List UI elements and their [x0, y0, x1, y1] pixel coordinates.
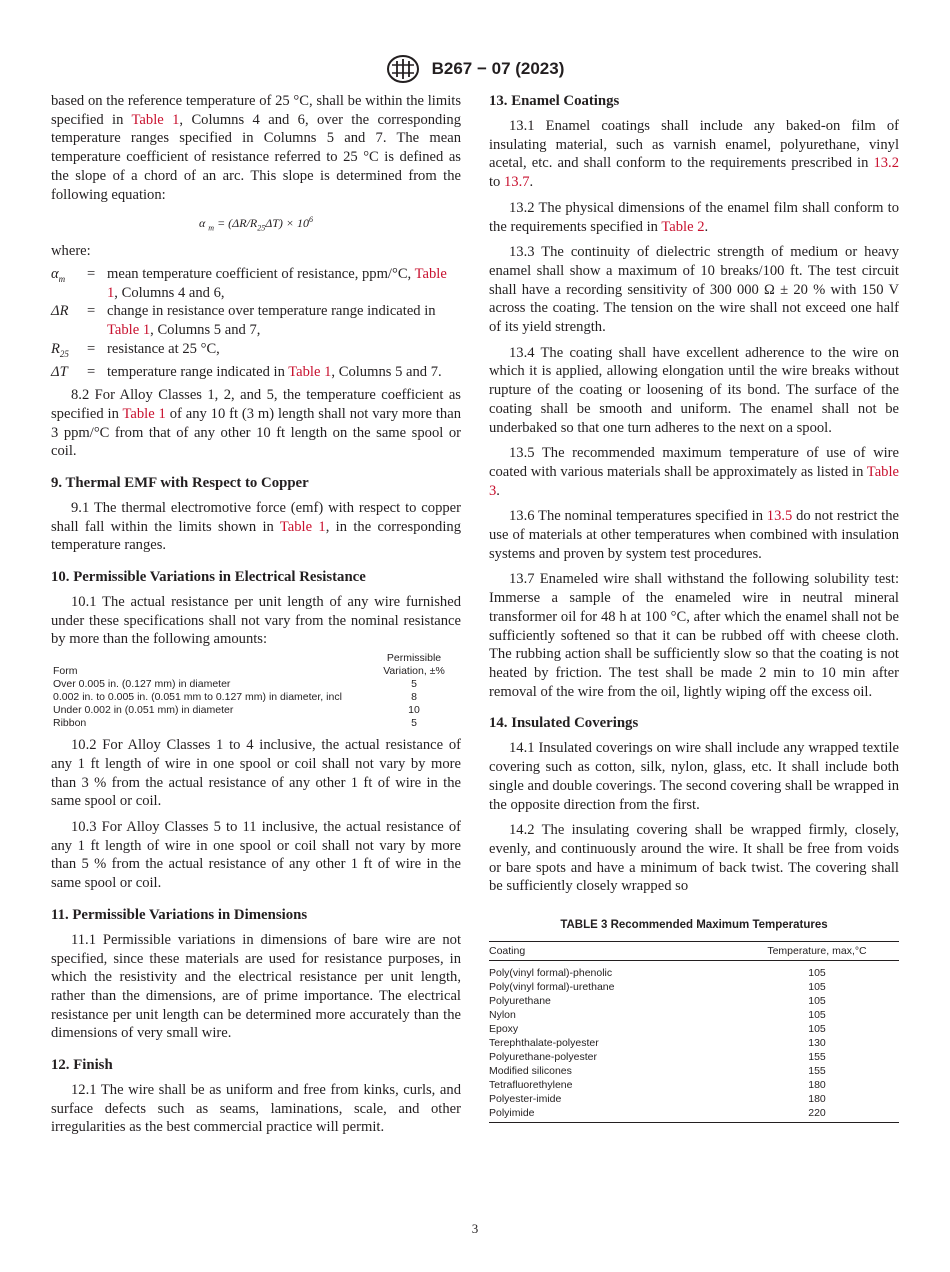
table-header: Form: [53, 665, 78, 678]
section-12-heading: 12. Finish: [51, 1057, 113, 1074]
paragraph-9-1: 9.1 The thermal electromotive force (emf) with respect to copper shall fall within the limits shown in Table 1, in the corresponding temperature ranges.: [51, 499, 461, 554]
table-header: Permissible Variation, ±%: [383, 652, 445, 678]
table-row: Polyimide 220: [489, 1106, 899, 1123]
paragraph-11-1: 11.1 Permissible variations in dimensions of bare wire are not specified, since these materials are used for resistance purposes, in which the resistivity and the electrical resistance per unit length, rather than the dimensions, are of prime importance. The electrical resistance per unit length can be determined more accurately than the dimensions of very small wire.: [51, 931, 461, 1042]
paragraph-10-3: 10.3 For Alloy Classes 5 to 11 inclusive, the actual resistance of any 1 ft length of wire in one spool or coil shall not vary by more than 5 % from the actual resistance of any other 1 ft of wire in the same spool or coil.: [51, 818, 461, 892]
astm-logo-icon: [386, 54, 420, 84]
section-10-heading: 10. Permissible Variations in Electrical Resistance: [51, 569, 366, 586]
section-14-heading: 14. Insulated Coverings: [489, 715, 639, 732]
page-header: [0, 54, 950, 84]
paragraph-13-7: 13.7 Enameled wire shall withstand the following solubility test: Immerse a sample of the enameled wire in neutral mineral transformer oil for 48 h at 100 °C, after which the enamel shall not be sufficiently softened so that it can be rubbed off with cheese cloth. The rubbing action shall be sufficiently slow so that the coating is not heated by friction. The test shall be made 2 min to 10 min after removal of the wire from the oil, lightly wiping off the excess oil.: [489, 571, 899, 700]
table1-link[interactable]: Table 1: [288, 364, 332, 381]
paragraph-13-3: 13.3 The continuity of dielectric strength of medium or heavy enamel shall show a maximum of 10 breaks/100 ft. The test circuit shall have a recording sensitivity of 300 000 Ω ± 20 % with 150 V across the coating. The tension on the wire shall not exceed one half of its yield strength.: [489, 244, 899, 336]
paragraph-13-5: 13.5 The recommended maximum temperature of use of wire coated with various materials shall be approximately as listed in Table 3.: [489, 445, 899, 499]
table3-link[interactable]: Table 3: [489, 463, 899, 499]
table1-link[interactable]: Table 1: [107, 322, 151, 339]
table-row: Tetrafluorethylene 180: [489, 1078, 826, 1091]
section-13-5-link[interactable]: 13.5: [766, 508, 793, 525]
definition-row: $\alpha_m$ = mean temperature coefficient of resistance, ppm/°C, Table 1, Columns 4 and 6,: [51, 266, 447, 301]
page-number: 3: [471, 1221, 479, 1236]
table-row: Polyurethane-polyester 155: [489, 1050, 826, 1063]
table-row: Ribbon 5: [53, 717, 417, 730]
table1-link[interactable]: Table 1: [107, 266, 447, 301]
section-13-7-link[interactable]: 13.7: [504, 174, 530, 191]
paragraph-13-2: 13.2 The physical dimensions of the enamel film shall conform to the requirements specified in Table 2.: [489, 199, 899, 235]
table-row: Under 0.002 in (0.051 mm) in diameter 10: [53, 704, 420, 717]
table-row: 0.002 in. to 0.005 in. (0.051 mm to 0.127 mm) in diameter, incl 8: [53, 691, 417, 704]
paragraph-12-1: 12.1 The wire shall be as uniform and free from kinks, curls, and surface defects such as seams, laminations, scale, and other irregularities as the best commercial practice will permit.: [51, 1082, 461, 1136]
table-row: Terephthalate-polyester 130: [489, 1036, 826, 1049]
definition-row: ΔT = temperature range indicated in Table 1, Columns 5 and 7.: [51, 364, 442, 381]
table3: [489, 941, 899, 1123]
right-column: [489, 92, 899, 1123]
paragraph-10-2: 10.2 For Alloy Classes 1 to 4 inclusive, the actual resistance of any 1 ft length of wire in one spool or coil shall not vary by more than 3 % from the actual resistance of any other 1 ft of wire in the same spool or coil.: [51, 737, 461, 810]
table-row: Epoxy 105: [489, 1022, 826, 1035]
table3-title: TABLE 3 Recommended Maximum Temperatures: [560, 919, 828, 932]
table1-link[interactable]: Table 1: [122, 405, 166, 422]
table1-link[interactable]: Table 1: [131, 111, 180, 128]
paragraph-13-6: 13.6 The nominal temperatures specified in 13.5 do not restrict the use of materials at other temperatures when combined with insulation systems and proven by system test procedures.: [489, 508, 900, 562]
section-13-2-link[interactable]: 13.2: [873, 155, 899, 172]
definition-row: $R_{25}$ = resistance at 25 °C,: [51, 340, 220, 359]
paragraph-14-2: 14.2 The insulating covering shall be wrapped firmly, closely, evenly, and continuously around the wire. It shall be free from voids or bare spots and have a minimum of back twist. The covering shall be sufficiently closely wrapped so: [489, 822, 899, 895]
left-column: [51, 92, 461, 1144]
section-13-heading: 13. Enamel Coatings: [489, 93, 620, 109]
intro-paragraph: based on the reference temperature of 25 °C, shall be within the limits specified in Table 1, Columns 4 and 6, over the corresponding temperature ranges specified in Columns 5 and 7. The mean temperature coefficient of resistance referred to 25 °C is defined as the slope of a chord of an arc. This slope is determined from the following equation:: [51, 93, 461, 203]
table-row: Poly(vinyl formal)-phenolic 105: [489, 966, 826, 979]
table-row: Polyester-imide 180: [489, 1092, 826, 1105]
table-header: Temperature, max,°C: [737, 941, 899, 960]
table-row: Modified silicones 155: [489, 1064, 826, 1077]
section-9-heading: 9. Thermal EMF with Respect to Copper: [51, 474, 309, 491]
section-11-heading: 11. Permissible Variations in Dimensions: [51, 906, 308, 923]
table2-link[interactable]: Table 2: [661, 218, 705, 235]
paragraph-8-2: 8.2 For Alloy Classes 1, 2, and 5, the temperature coefficient as specified in Table 1 of any 10 ft (3 m) length shall not vary more than 3 ppm/°C from that of any other 10 ft length on the same spool or coil.: [51, 387, 461, 460]
paragraph-13-1: 13.1 Enamel coatings shall include any baked-on film of insulating material, such as varnish enamel, polyurethane, vinyl acetal, etc. and shall conform to the requirements prescribed in 13.2 to 13.7.: [489, 118, 899, 191]
table1-link[interactable]: Table 1: [279, 518, 326, 535]
table-row: Over 0.005 in. (0.127 mm) in diameter 5: [53, 678, 417, 691]
equation: α $_m = (\Delta R/R_{25}\Delta T) \times 10^6$: [198, 215, 314, 233]
resistance-variation-table: [51, 652, 461, 730]
table-row: Poly(vinyl formal)-urethane 105: [489, 980, 826, 993]
paragraph-10-1: 10.1 The actual resistance per unit length of any wire furnished under these specifications shall not vary from the nominal resistance by more than the following amounts:: [51, 594, 461, 648]
table-row: Polyurethane 105: [489, 994, 826, 1007]
table-row: Nylon 105: [489, 1008, 826, 1021]
table-header: Coating: [489, 941, 737, 960]
document-code: B267 − 07 (2023): [431, 59, 565, 78]
where-label: where:: [51, 243, 91, 260]
paragraph-14-1: 14.1 Insulated coverings on wire shall include any wrapped textile covering such as cotton, silk, nylon, glass, etc. It shall include both single and double coverings. The second covering shall be wrapped in the opposite direction from the first.: [489, 740, 899, 813]
definitions-list: [51, 265, 461, 382]
definition-row: ΔR = change in resistance over temperature range indicated in Table 1, Columns 5 and 7,: [51, 303, 436, 339]
paragraph-13-4: 13.4 The coating shall have excellent adherence to the wire on which it is applied, allowing elongation until the wire breaks without rupture of the coating or loosening of its bond. The surface of the coating shall be smooth and uniform. The enamel shall not be underbaked so that one turn adheres to the next on a spool.: [489, 344, 899, 436]
